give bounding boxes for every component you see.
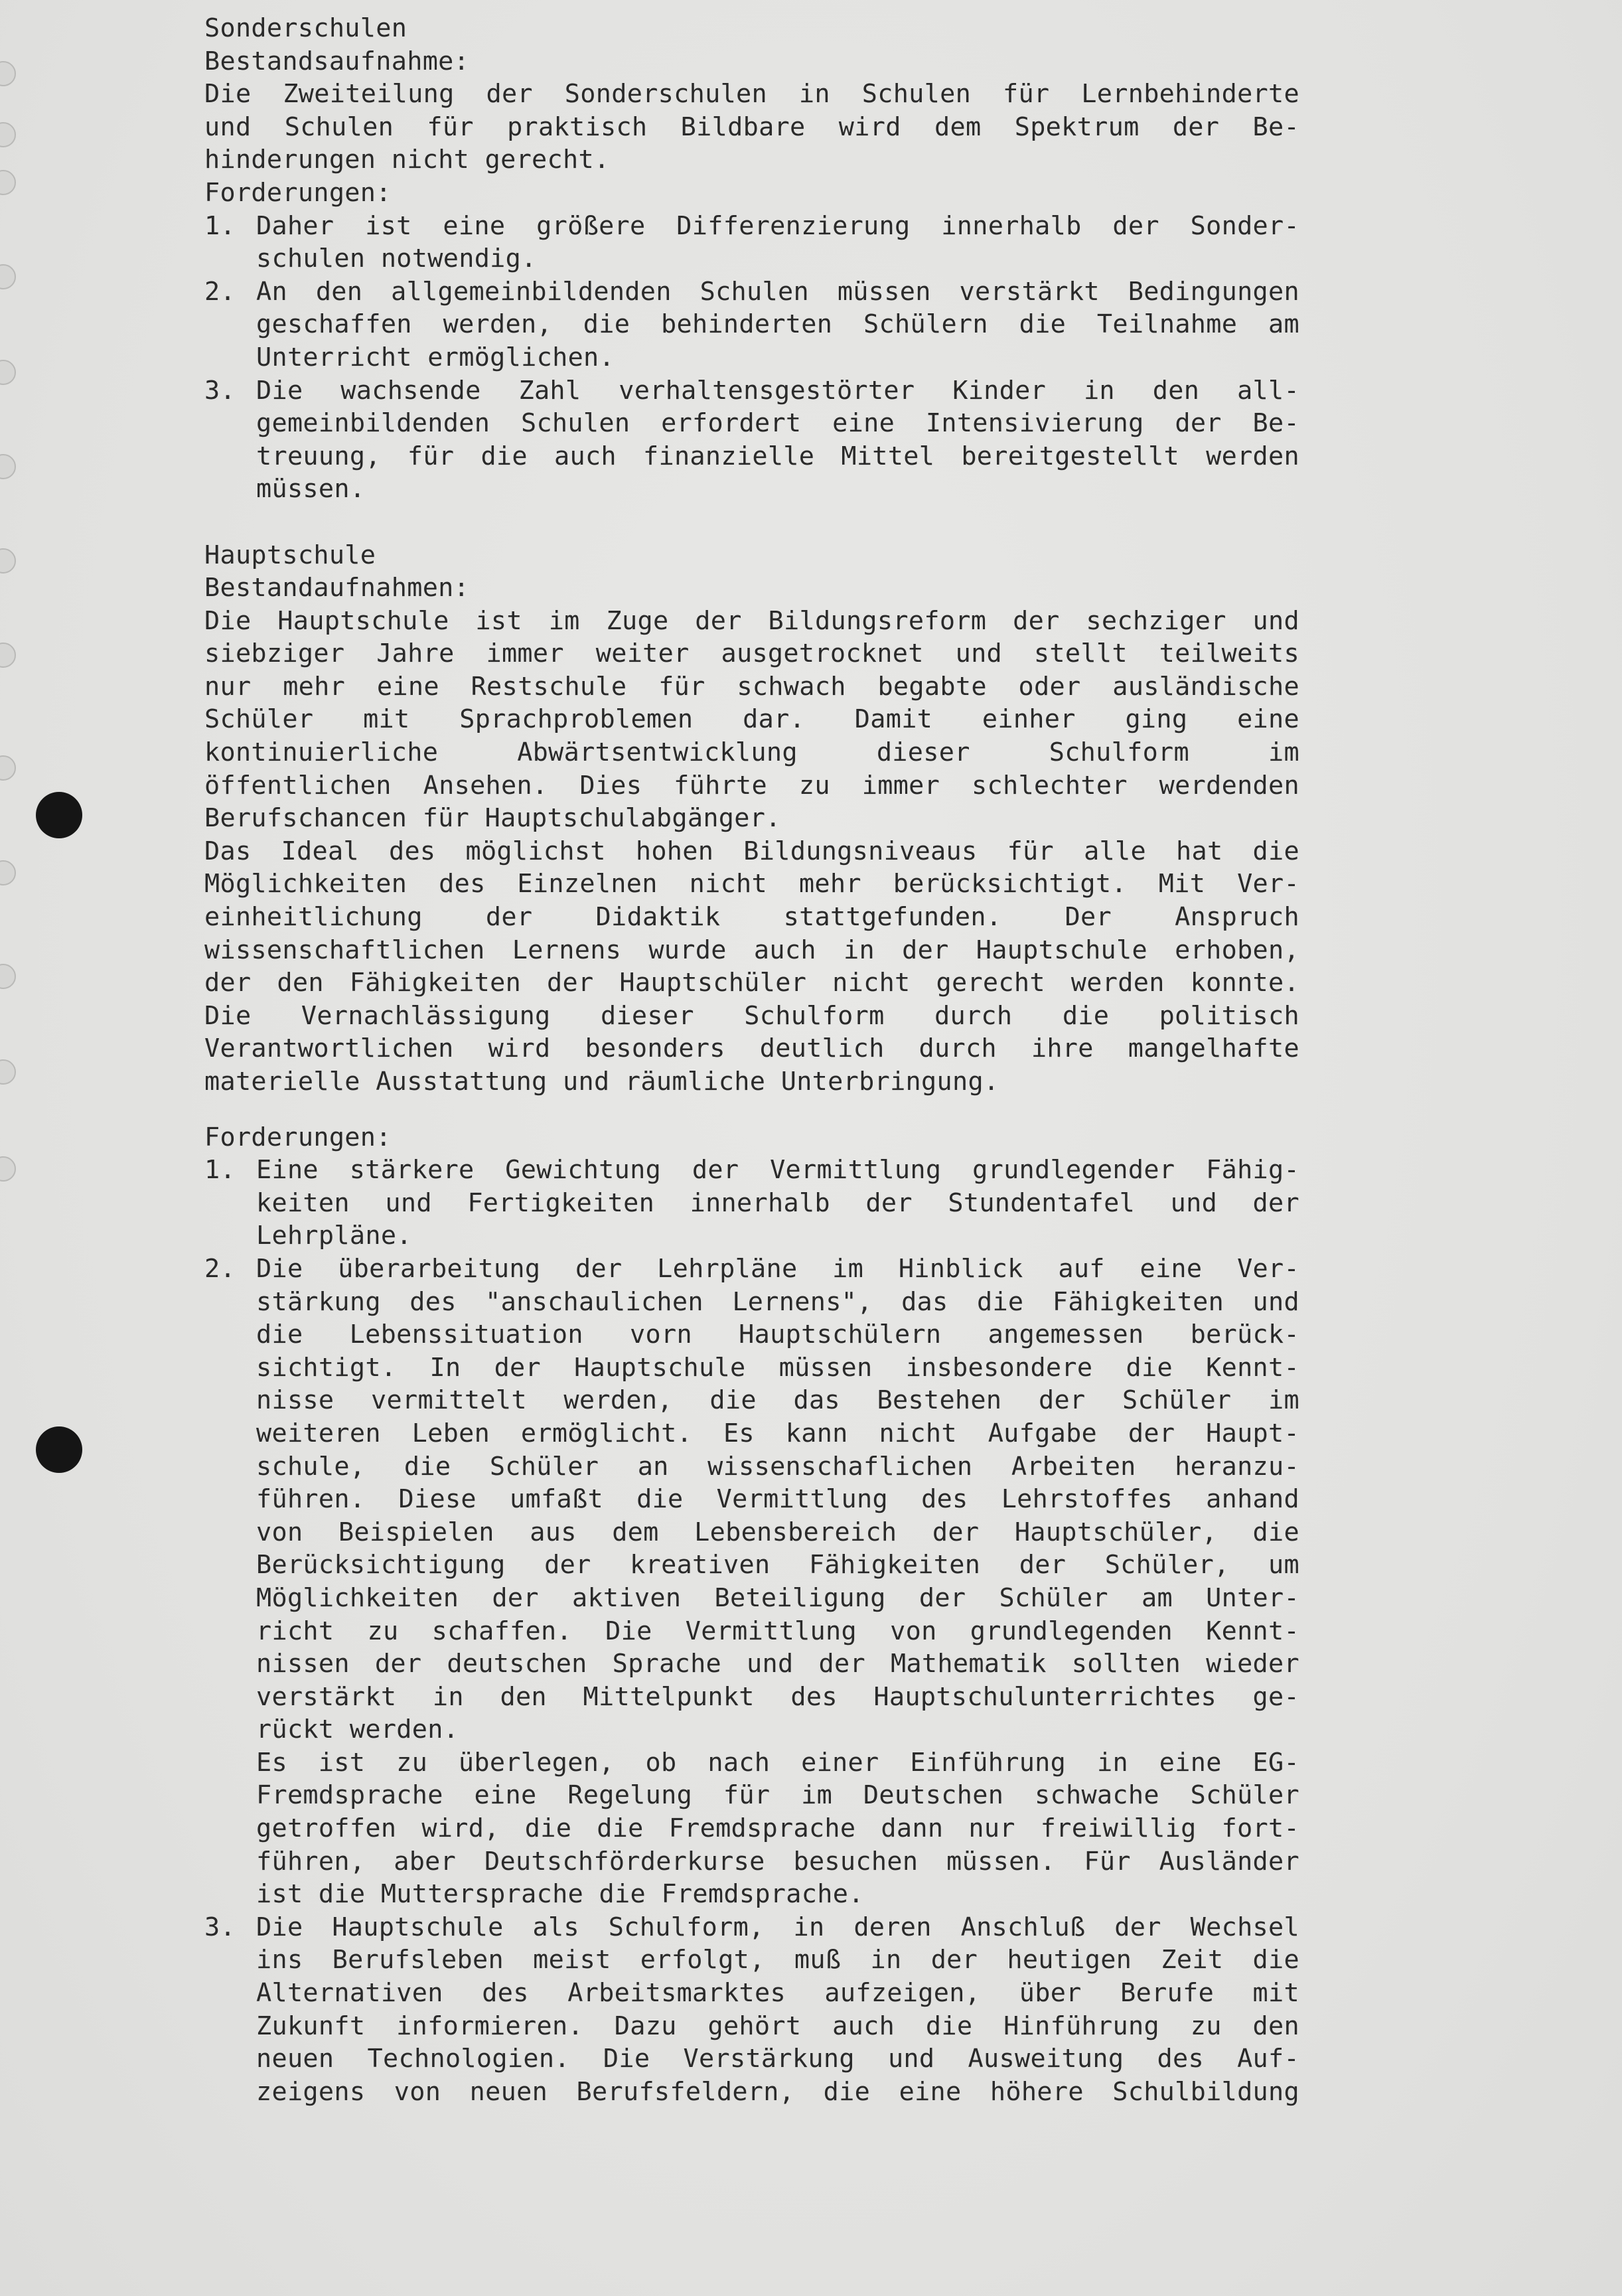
- text-line: öffentlichen Ansehen. Dies führte zu immer schlechter werdenden: [204, 770, 1299, 801]
- subsection-heading: Bestandaufnahmen:: [204, 573, 470, 603]
- text-line: Die wachsende Zahl verhaltensgestörter Kinder in den all-: [256, 375, 1299, 406]
- text-line: die Lebenssituation vorn Hauptschülern angemessen berück-: [256, 1320, 1299, 1350]
- text-line: materielle Ausstattung und räumliche Unterbringung.: [204, 1067, 999, 1097]
- edge-hole-mark: [0, 264, 16, 289]
- text-line: müssen.: [256, 474, 366, 504]
- text-line: treuung, für die auch finanzielle Mittel bereitgestellt werden: [256, 441, 1299, 471]
- item-number: 1.: [204, 210, 236, 241]
- text-line: kontinuierliche Abwärtsentwicklung dieser Schulform im: [204, 737, 1299, 768]
- list-item: [204, 1911, 1299, 2109]
- text-line: Fremdsprache eine Regelung für im Deutschen schwache Schüler: [256, 1780, 1299, 1811]
- section-title: Hauptschule: [204, 540, 376, 570]
- text-line: Daher ist eine größere Differenzierung innerhalb der Sonder-: [256, 210, 1299, 241]
- text-line: verstärkt in den Mittelpunkt des Hauptschulunterrichtes ge-: [256, 1681, 1299, 1712]
- text-line: Die Hauptschule ist im Zuge der Bildungsreform der sechziger und: [204, 605, 1299, 636]
- text-line: schule, die Schüler an wissenschaflichen Arbeiten heranzu-: [256, 1451, 1299, 1482]
- text-line: keiten und Fertigkeiten innerhalb der Stundentafel und der: [256, 1187, 1299, 1218]
- subsection-heading: Forderungen:: [204, 177, 392, 208]
- edge-hole-mark: [0, 860, 16, 885]
- edge-hole-mark: [0, 1156, 16, 1182]
- text-line: einheitlichung der Didaktik stattgefunden. Der Anspruch: [204, 902, 1299, 933]
- text-line: nisse vermittelt werden, die das Bestehen der Schüler im: [256, 1385, 1299, 1416]
- edge-hole-mark: [0, 755, 16, 781]
- text-line: Schüler mit Sprachproblemen dar. Damit einher ging eine: [204, 704, 1299, 735]
- text-line: rückt werden.: [256, 1715, 459, 1745]
- text-line: sichtigt. In der Hauptschule müssen insbesondere die Kennt-: [256, 1352, 1299, 1383]
- typed-document: [204, 12, 1299, 2108]
- text-line: Berufschancen für Hauptschulabgänger.: [204, 803, 781, 834]
- text-line: Unterricht ermöglichen.: [256, 342, 615, 372]
- text-line: zeigens von neuen Berufsfeldern, die eine höhere Schulbildung: [256, 2076, 1299, 2107]
- text-line: Möglichkeiten der aktiven Beteiligung der Schüler am Unter-: [256, 1582, 1299, 1613]
- section-title: Sonderschulen: [204, 13, 407, 43]
- text-line: wissenschaftlichen Lernens wurde auch in der Hauptschule erhoben,: [204, 935, 1299, 965]
- edge-hole-mark: [0, 964, 16, 989]
- text-line: ist die Muttersprache die Fremdsprache.: [256, 1879, 864, 1910]
- edge-hole-mark: [0, 454, 16, 479]
- stock-paragraph: [204, 605, 1299, 1099]
- edge-hole-mark: [0, 61, 16, 86]
- text-line: Möglichkeiten des Einzelnen nicht mehr berücksichtigt. Mit Ver-: [204, 869, 1299, 899]
- text-line: Eine stärkere Gewichtung der Vermittlung grundlegender Fähig-: [256, 1155, 1299, 1186]
- list-item: [204, 275, 1299, 374]
- text-line: und Schulen für praktisch Bildbare wird dem Spektrum der Be-: [204, 112, 1299, 142]
- edge-hole-mark: [0, 122, 16, 147]
- punch-hole: [36, 792, 82, 838]
- text-line: siebziger Jahre immer weiter ausgetrocknet und stellt teilweits: [204, 639, 1299, 669]
- text-line: hinderungen nicht gerecht.: [204, 145, 610, 175]
- text-line: An den allgemeinbildenden Schulen müssen verstärkt Bedingungen: [256, 276, 1299, 307]
- text-line: führen. Diese umfaßt die Vermittlung des Lehrstoffes anhand: [256, 1484, 1299, 1515]
- list-item: [204, 374, 1299, 506]
- text-line: richt zu schaffen. Die Vermittlung von grundlegenden Kennt-: [256, 1616, 1299, 1646]
- edge-hole-mark: [0, 170, 16, 195]
- text-line: Verantwortlichen wird besonders deutlich durch ihre mangelhafte: [204, 1033, 1299, 1064]
- text-line: Die Zweiteilung der Sonderschulen in Schulen für Lernbehinderte: [204, 79, 1299, 110]
- text-line: der den Fähigkeiten der Hauptschüler nicht gerecht werden konnte.: [204, 968, 1299, 998]
- text-line: Alternativen des Arbeitsmarktes aufzeigen, über Berufe mit: [256, 1978, 1299, 2009]
- text-line: getroffen wird, die die Fremdsprache dann nur freiwillig fort-: [256, 1813, 1299, 1844]
- item-number: 2.: [204, 1253, 236, 1284]
- item-number: 3.: [204, 1912, 236, 1942]
- edge-hole-mark: [0, 1059, 16, 1085]
- stock-paragraph: [204, 78, 1299, 177]
- text-line: nur mehr eine Restschule für schwach begabte oder ausländische: [204, 671, 1299, 702]
- text-line: weiteren Leben ermöglicht. Es kann nicht Aufgabe der Haupt-: [256, 1418, 1299, 1448]
- item-number: 3.: [204, 375, 236, 406]
- list-item: [204, 1154, 1299, 1253]
- subsection-heading: Bestandsaufnahme:: [204, 46, 470, 76]
- edge-hole-mark: [0, 643, 16, 668]
- text-line: Das Ideal des möglichst hohen Bildungsniveaus für alle hat die: [204, 836, 1299, 866]
- list-item: [204, 1253, 1299, 1911]
- text-line: von Beispielen aus dem Lebensbereich der Hauptschüler, die: [256, 1517, 1299, 1547]
- subsection-heading: Forderungen:: [204, 1122, 392, 1152]
- text-line: schulen notwendig.: [256, 244, 537, 274]
- text-line: Zukunft informieren. Dazu gehört auch die Hinführung zu den: [256, 2011, 1299, 2041]
- edge-hole-mark: [0, 360, 16, 385]
- text-line: Es ist zu überlegen, ob nach einer Einführung in eine EG-: [256, 1747, 1299, 1778]
- edge-hole-mark: [0, 548, 16, 574]
- text-line: Die überarbeitung der Lehrpläne im Hinblick auf eine Ver-: [256, 1253, 1299, 1284]
- text-line: Die Vernachlässigung dieser Schulform durch die politisch: [204, 1000, 1299, 1031]
- punch-hole: [36, 1426, 82, 1473]
- text-line: stärkung des "anschaulichen Lernens", das die Fähigkeiten und: [256, 1286, 1299, 1317]
- text-line: ins Berufsleben meist erfolgt, muß in der heutigen Zeit die: [256, 1945, 1299, 1975]
- list-item: [204, 210, 1299, 275]
- item-number: 2.: [204, 276, 236, 307]
- item-number: 1.: [204, 1155, 236, 1186]
- text-line: Die Hauptschule als Schulform, in deren Anschluß der Wechsel: [256, 1912, 1299, 1942]
- text-line: führen, aber Deutschförderkurse besuchen müssen. Für Ausländer: [256, 1846, 1299, 1876]
- text-line: nissen der deutschen Sprache und der Mathematik sollten wieder: [256, 1649, 1299, 1679]
- text-line: geschaffen werden, die behinderten Schülern die Teilnahme am: [256, 309, 1299, 340]
- text-line: Lehrpläne.: [256, 1221, 412, 1251]
- text-line: neuen Technologien. Die Verstärkung und Ausweitung des Auf-: [256, 2044, 1299, 2074]
- text-line: Berücksichtigung der kreativen Fähigkeiten der Schüler, um: [256, 1550, 1299, 1580]
- text-line: gemeinbildenden Schulen erfordert eine Intensivierung der Be-: [256, 408, 1299, 439]
